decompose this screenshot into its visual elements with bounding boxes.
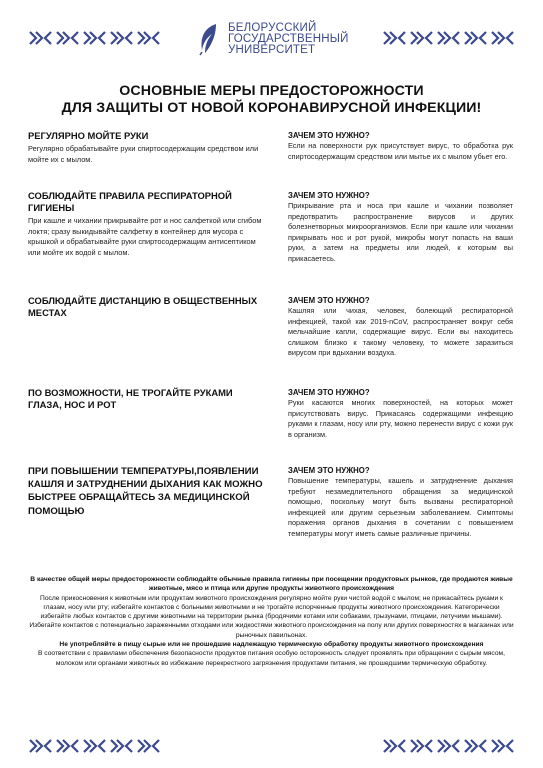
ornament-motif-icon	[409, 30, 434, 48]
ornament-motif-icon	[382, 30, 407, 48]
ornament-motif-icon	[136, 30, 161, 48]
title-line-2: ДЛЯ ЗАЩИТЫ ОТ НОВОЙ КОРОНАВИРУСНОЙ ИНФЕКЦИИ!	[61, 100, 482, 116]
ornament-motif-icon	[436, 738, 461, 756]
ornament-motif-icon	[409, 738, 434, 756]
section-2-why-text: Прикрывание рта и носа при кашле и чихании позволяет предотвратить распространение вирусов и других болезнетворных микроорганизмов. Если при кашле или чихании прикрывать нос и рот рукой, микробы могут попасть на ваши руки, а затем на предметы или людей, к которым вы прикасаетесь.	[288, 201, 513, 263]
section-4-why-text: Руки касаются многих поверхностей, на которых может присутствовать вирус. Прикасаясь содержащими инфекцию руками к глазам, носу или рту, можно перенести вирус с кожи рук в организм.	[288, 398, 513, 439]
section-1-why-heading: ЗАЧЕМ ЭТО НУЖНО?	[288, 131, 370, 140]
ornament-motif-icon	[109, 30, 134, 48]
feather-emblem-icon	[196, 22, 222, 56]
section-2-why-heading: ЗАЧЕМ ЭТО НУЖНО?	[288, 191, 370, 200]
section-3-why-heading: ЗАЧЕМ ЭТО НУЖНО?	[288, 296, 370, 305]
section-5-why-text: Повышение температуры, кашель и затрудненние дыхания требуют незамедлительного обращения за медицинской помощью, поскольку могут быть вызваны респираторной инфекцией или другим серьезным заболеванием. Симптомы поражения органов дыхания в сочетании с повышением температуры могут иметь самые различные причины.	[288, 476, 513, 538]
logo-line-3: УНИВЕРСИТЕТ	[228, 43, 316, 56]
section-5-left	[28, 465, 263, 518]
ornament-motif-icon	[28, 738, 53, 756]
footer-paragraph-1: После прикосновения к животным или продуктам животного происхождения регулярно мойте руки чистой водой с мылом; не прикасайтесь руками к глазам, носу или рту; избегайте контактов с больными животными и не трогайте испорченные продукты животного происхождения. Категорически избегайте любых контактов с другими животными на территории рынка (бродячими котами или собаками, грызунами, птицами, летучими мышами). Избегайте контактов с потенциально зараженными отходами или жидкостями животного происхождения на полу или других поверхностях в магазинах или рыночных павильонах.	[29, 594, 514, 639]
footer-paragraph-2: В соответствии с правилами обеспечения безопасности продуктов питания особую осторожность следует проявлять при обращении с сырым мясом, молоком или органами животных во избежание перекрестного загрязнения продуктами питания, не прошедшими термическую обработку.	[37, 650, 506, 667]
ornament-motif-icon	[55, 30, 80, 48]
footer-bold-2: Не употребляйте в пищу сырые или не прошедшие надлежащую термическую обработку продукты животного происхождения	[59, 641, 484, 649]
ornament-motif-icon	[136, 738, 161, 756]
section-3-why-text: Кашляя или чихая, человек, болеющий респираторной инфекцией, такой как 2019-nCoV, распространяет вокруг себя мельчайшие капли, содержащие вирус. Если вы находитесь слишком близко к такому человеку, то можете заразиться вирусом при вдыхании воздуха.	[288, 306, 513, 357]
section-3-left	[28, 295, 263, 319]
ornament-motif-icon	[490, 30, 515, 48]
section-4-heading: ПО ВОЗМОЖНОСТИ, НЕ ТРОГАЙТЕ РУКАМИ ГЛАЗА, НОС И РОТ	[28, 387, 233, 410]
page-title	[0, 83, 543, 117]
logo-line-2: ГОСУДАРСТВЕННЫЙ	[228, 32, 349, 45]
section-4-why-heading: ЗАЧЕМ ЭТО НУЖНО?	[288, 388, 370, 397]
section-5-why-heading: ЗАЧЕМ ЭТО НУЖНО?	[288, 466, 370, 475]
decorative-ornament-top-left	[28, 30, 161, 48]
section-2-text: При кашле и чихании прикрывайте рот и нос салфеткой или сгибом локтя; сразу выкидывайте салфетку в контейнер для мусора с крышкой и обрабатывайте руки спиртосодержащим антисептиком или мойте их водой с мылом.	[28, 216, 262, 257]
section-4-right	[288, 387, 513, 440]
section-1-why-text: Если на поверхности рук присутствует вирус, то обработка рук спиртосодержащим средством или мытье их с мылом убьет его.	[288, 141, 513, 161]
section-3-right	[288, 295, 513, 359]
ornament-motif-icon	[490, 738, 515, 756]
ornament-motif-icon	[82, 738, 107, 756]
ornament-motif-icon	[55, 738, 80, 756]
ornament-motif-icon	[28, 30, 53, 48]
footer-bold-1: В качестве общей меры предосторожности соблюдайте обычные правила гигиены при посещении продуктовых рынков, где продаются живые животные, мясо и птица или другие продукты животного происхождения	[30, 576, 513, 593]
logo-line-1: БЕЛОРУССКИЙ	[228, 21, 317, 34]
ornament-motif-icon	[436, 30, 461, 48]
section-5-right	[288, 465, 513, 539]
footer-notes	[28, 575, 515, 668]
section-1-left	[28, 130, 263, 165]
ornament-motif-icon	[109, 738, 134, 756]
ornament-motif-icon	[382, 738, 407, 756]
section-3-heading: СОБЛЮДАЙТЕ ДИСТАНЦИЮ В ОБЩЕСТВЕННЫХ МЕСТАХ	[28, 295, 258, 318]
university-logo	[196, 22, 349, 56]
decorative-ornament-top-right	[382, 30, 515, 48]
section-2-right	[288, 190, 513, 264]
decorative-ornament-bottom-right	[382, 738, 515, 756]
ornament-motif-icon	[463, 738, 488, 756]
section-2-left	[28, 190, 263, 258]
section-4-left	[28, 387, 263, 411]
decorative-ornament-bottom-left	[28, 738, 161, 756]
section-1-text: Регулярно обрабатывайте руки спиртосодержащим средством или мойте их с мылом.	[28, 144, 259, 164]
ornament-motif-icon	[463, 30, 488, 48]
university-name	[228, 23, 349, 56]
section-5-heading: ПРИ ПОВЫШЕНИИ ТЕМПЕРАТУРЫ,ПОЯВЛЕНИИ КАШЛЯ И ЗАТРУДНЕНИИ ДЫХАНИЯ КАК МОЖНО БЫСТРЕЕ ОБРАЩАЙТЕСЬ ЗА МЕДИЦИНСКОЙ ПОМОЩЬЮ	[28, 466, 263, 517]
section-1-right	[288, 130, 513, 162]
ornament-motif-icon	[82, 30, 107, 48]
section-1-heading: РЕГУЛЯРНО МОЙТЕ РУКИ	[28, 130, 149, 141]
section-2-heading: СОБЛЮДАЙТЕ ПРАВИЛА РЕСПИРАТОРНОЙ ГИГИЕНЫ	[28, 190, 232, 213]
title-line-1: ОСНОВНЫЕ МЕРЫ ПРЕДОСТОРОЖНОСТИ	[119, 83, 424, 99]
